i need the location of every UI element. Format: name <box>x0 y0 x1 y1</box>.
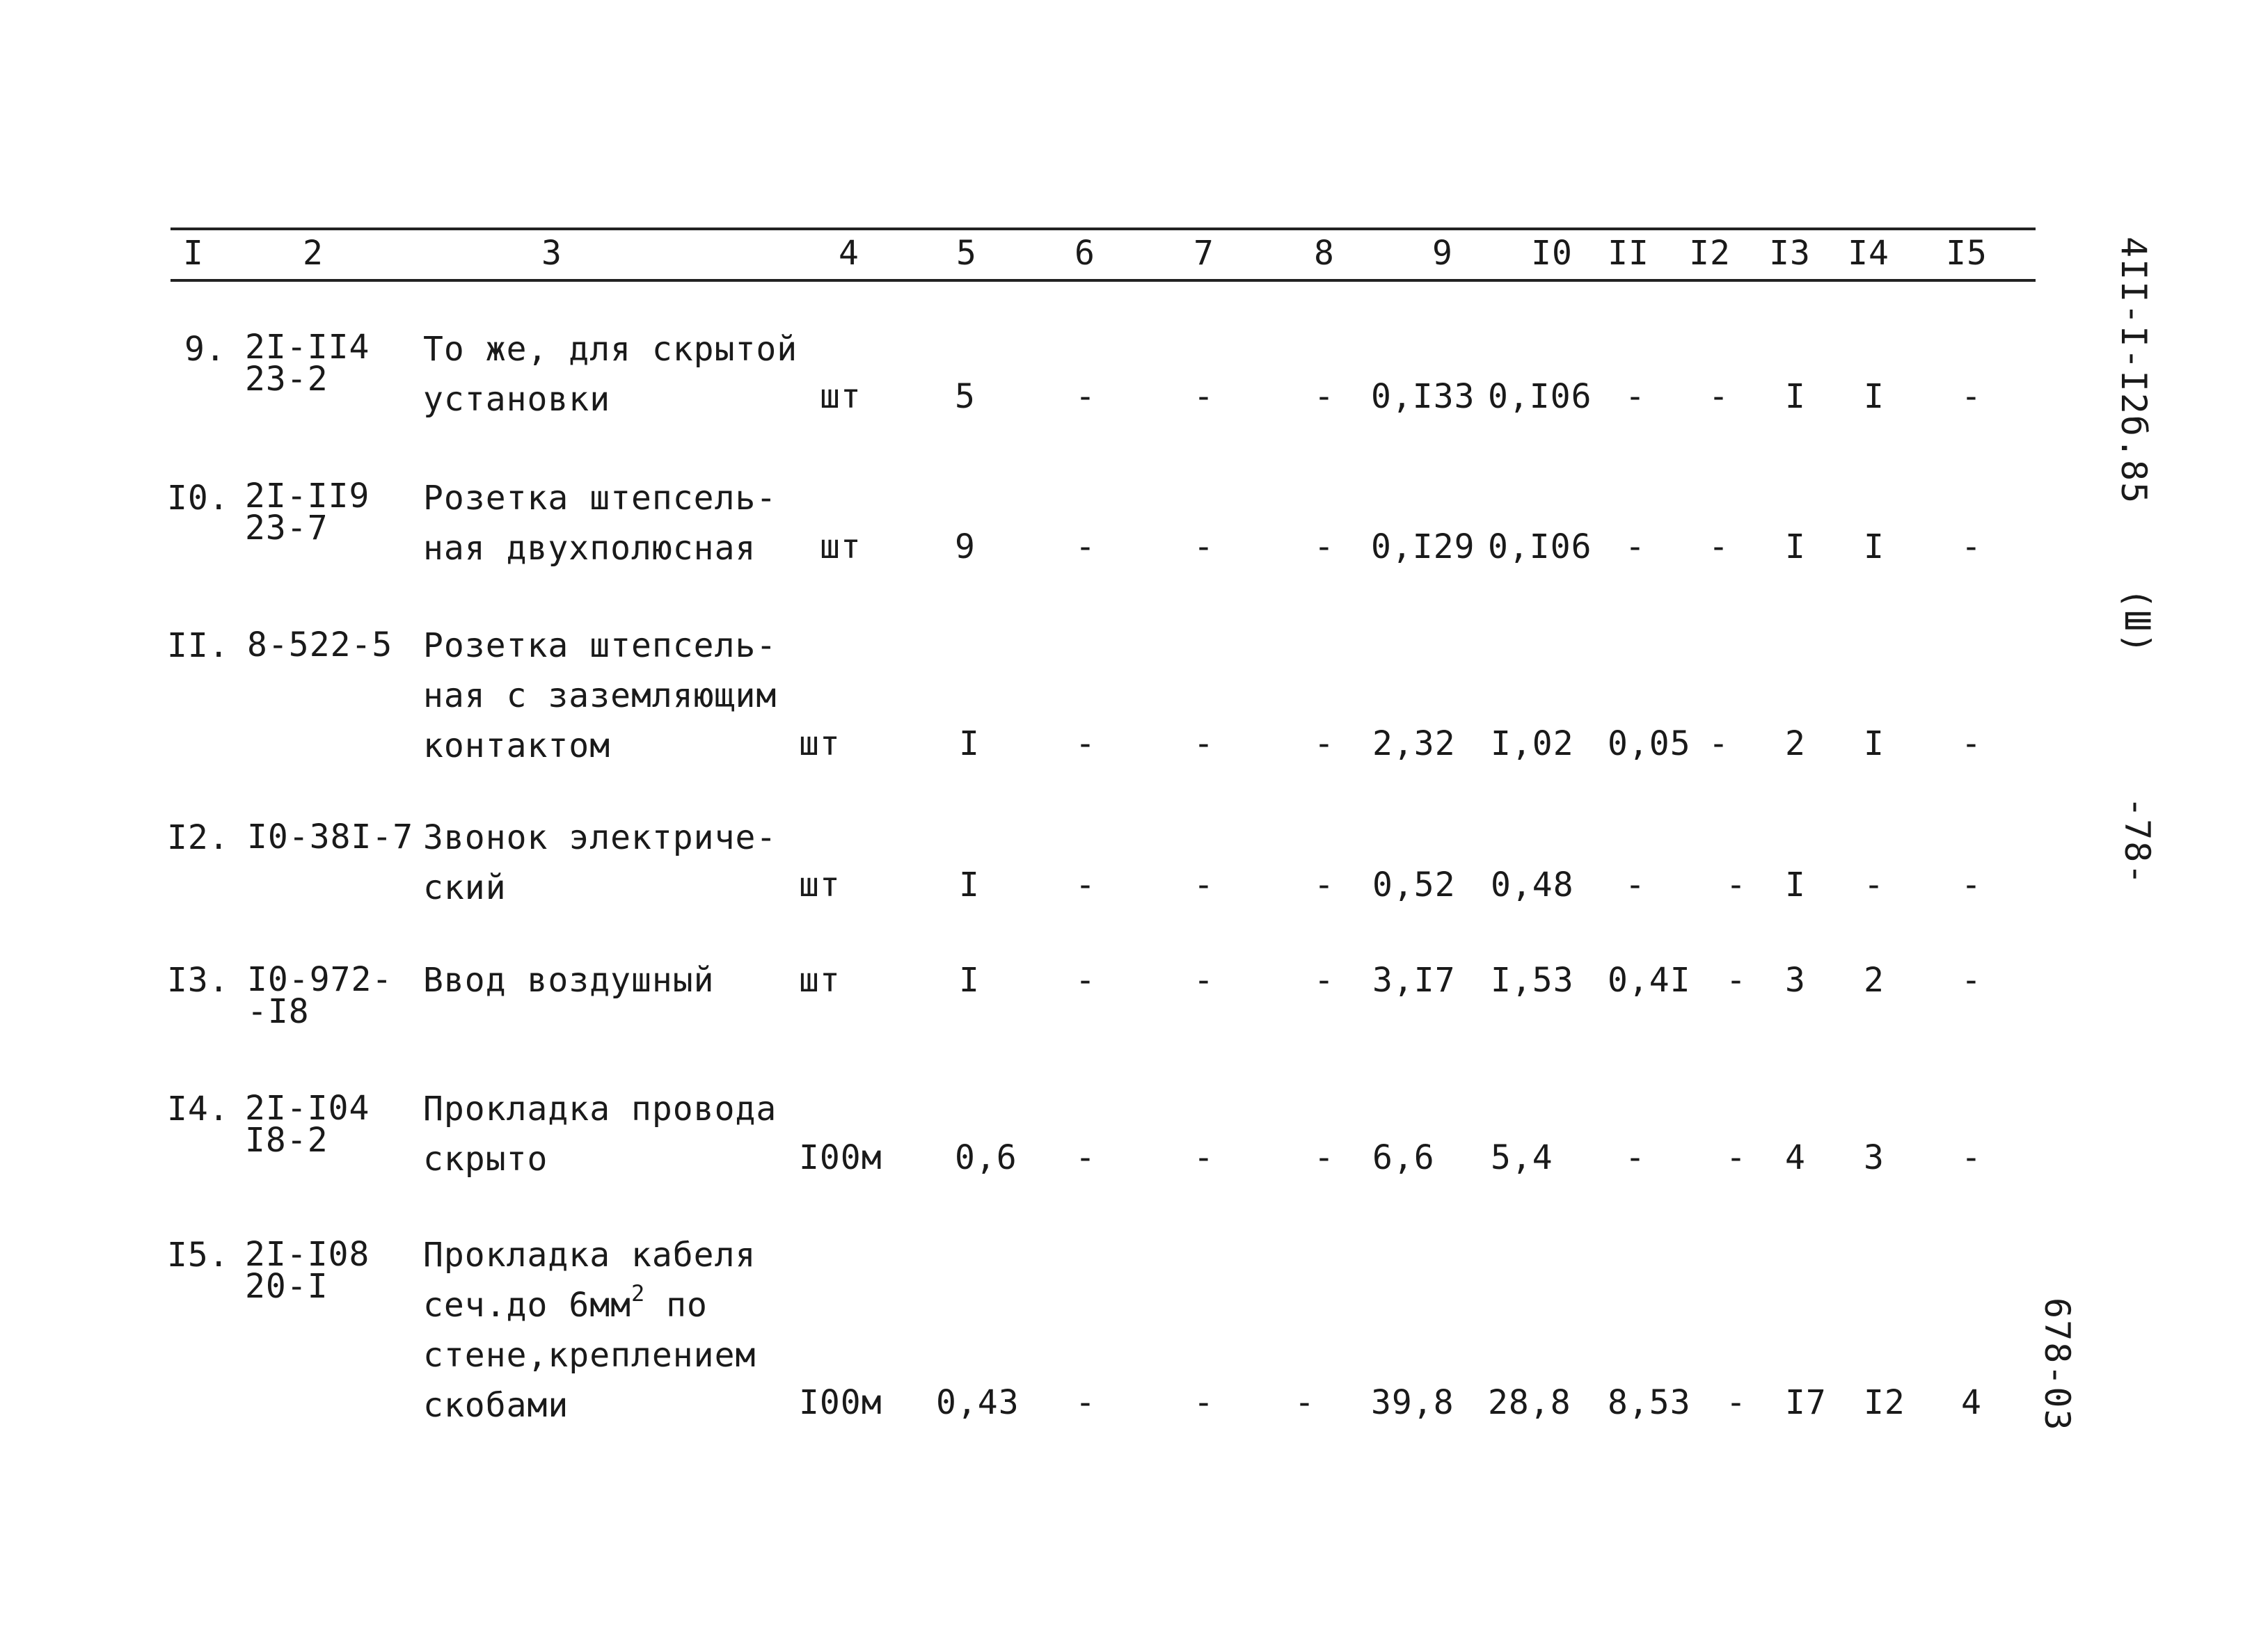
description-line <box>423 1280 756 1330</box>
col-7-value: - <box>1194 377 1214 416</box>
col-13-value: 2 <box>1785 724 1806 763</box>
description-line: ная с заземляющим <box>423 676 777 715</box>
norm-code <box>247 960 393 1031</box>
norm-code-line: 23-7 <box>245 509 328 548</box>
col-11-value: 0,05 <box>1608 724 1691 763</box>
col-10-value: 28,8 <box>1488 1383 1571 1422</box>
norm-code <box>245 477 370 548</box>
norm-code-line: 2I-I04 <box>245 1089 370 1128</box>
col-13-value: I <box>1785 866 1806 904</box>
work-description <box>423 1230 756 1430</box>
row-number: II. <box>167 626 230 665</box>
norm-code <box>245 1089 370 1160</box>
norm-code-line: I0-972- <box>247 960 393 999</box>
col-15-value: - <box>1961 961 1982 1000</box>
col-15-value: - <box>1961 527 1982 566</box>
col-12-value: - <box>1726 866 1747 904</box>
work-description <box>423 621 777 771</box>
norm-code-line: I8-2 <box>245 1121 328 1160</box>
norm-code <box>245 328 370 399</box>
col-10-value: I,53 <box>1491 961 1574 1000</box>
col-12-value: - <box>1726 1383 1747 1422</box>
col-10-value: 0,I06 <box>1488 527 1592 566</box>
description-line: установки <box>423 380 611 419</box>
work-description <box>423 473 777 573</box>
description-line: Розетка штепсель- <box>423 626 777 665</box>
description-line: стене,креплением <box>423 1336 756 1375</box>
column-header-10: I0 <box>1531 234 1573 273</box>
col-8-value: - <box>1314 961 1335 1000</box>
norm-code-line: 20-I <box>245 1267 328 1306</box>
row-number: I5. <box>167 1236 230 1275</box>
column-header-12: I2 <box>1689 234 1731 273</box>
norm-code-line: 2I-II4 <box>245 328 370 367</box>
column-header-2: 2 <box>303 234 324 273</box>
col-9-value: 2,32 <box>1372 724 1456 763</box>
col-8-value: - <box>1314 1138 1335 1177</box>
column-header-11: II <box>1608 234 1649 273</box>
unit: шт <box>799 866 841 904</box>
col-13-value: I7 <box>1785 1383 1827 1422</box>
col-10-value: I,02 <box>1491 724 1574 763</box>
col-10-value: 0,I06 <box>1488 377 1592 416</box>
unit: I00м <box>799 1383 882 1422</box>
col-7-value: - <box>1194 1383 1214 1422</box>
col-10-value: 0,48 <box>1491 866 1574 904</box>
col-9-value: 0,I33 <box>1371 377 1475 416</box>
row-number: I0. <box>167 479 230 518</box>
description-line: Прокладка провода <box>423 1090 777 1128</box>
document-number: 4II-I-I2б.85 <box>2114 237 2154 505</box>
col-13-value: 3 <box>1785 961 1806 1000</box>
column-header-13: I3 <box>1769 234 1811 273</box>
col-11-value: - <box>1625 377 1646 416</box>
description-line: Звонок электриче- <box>423 818 777 857</box>
description-fragment: сеч.до 6мм <box>423 1286 631 1325</box>
col-6-value: - <box>1075 527 1096 566</box>
col-14-value: I2 <box>1864 1383 1905 1422</box>
col-12-value: - <box>1726 1138 1747 1177</box>
col-8-value: - <box>1294 1383 1315 1422</box>
norm-code <box>247 625 393 664</box>
col-9-value: 0,52 <box>1372 866 1456 904</box>
col-14-value: I <box>1864 377 1885 416</box>
description-line: ная двухполюсная <box>423 529 756 568</box>
col-15-value: - <box>1961 866 1982 904</box>
column-header-14: I4 <box>1848 234 1889 273</box>
inventory-stamp: 678-03 <box>2037 1298 2077 1432</box>
col-11-value: - <box>1625 527 1646 566</box>
col-9-value: 0,I29 <box>1371 527 1475 566</box>
column-header-3: 3 <box>541 234 562 273</box>
description-fragment: по <box>645 1286 708 1325</box>
col-6-value: - <box>1075 1383 1096 1422</box>
quantity: 0,43 <box>936 1383 1020 1422</box>
quantity: 9 <box>955 527 976 566</box>
col-6-value: - <box>1075 724 1096 763</box>
norm-code <box>247 817 414 856</box>
col-14-value: I <box>1864 527 1885 566</box>
col-10-value: 5,4 <box>1491 1138 1553 1177</box>
col-6-value: - <box>1075 1138 1096 1177</box>
norm-code-line: 2I-II9 <box>245 477 370 516</box>
description-line: скрыто <box>423 1140 548 1179</box>
album-marker: (Ш) <box>2117 588 2157 655</box>
col-15-value: - <box>1961 724 1982 763</box>
col-8-value: - <box>1314 377 1335 416</box>
work-description <box>423 813 777 913</box>
col-14-value: 2 <box>1864 961 1885 1000</box>
col-13-value: I <box>1785 377 1806 416</box>
col-12-value: - <box>1708 527 1729 566</box>
col-8-value: - <box>1314 724 1335 763</box>
column-header-1: I <box>183 234 204 273</box>
description-line: Розетка штепсель- <box>423 479 777 518</box>
column-header-15: I5 <box>1946 234 1988 273</box>
description-line: скобами <box>423 1386 569 1425</box>
col-7-value: - <box>1194 961 1214 1000</box>
page-number: -78- <box>2117 797 2157 886</box>
work-description <box>423 324 798 424</box>
description-line: То же, для скрытой <box>423 330 798 369</box>
column-header-8: 8 <box>1314 234 1335 273</box>
superscript-exponent: 2 <box>631 1280 646 1307</box>
col-7-value: - <box>1194 724 1214 763</box>
unit: шт <box>799 961 841 1000</box>
description-line: ский <box>423 868 507 907</box>
work-description <box>423 1084 777 1184</box>
description-line: контактом <box>423 726 611 765</box>
col-11-value: 0,4I <box>1608 961 1691 1000</box>
row-number: I3. <box>167 961 230 1000</box>
col-7-value: - <box>1194 527 1214 566</box>
col-12-value: - <box>1708 724 1729 763</box>
col-6-value: - <box>1075 961 1096 1000</box>
norm-code-line: 8-522-5 <box>247 625 393 664</box>
norm-code-line: -I8 <box>247 992 310 1031</box>
col-15-value: 4 <box>1961 1383 1982 1422</box>
col-7-value: - <box>1194 1138 1214 1177</box>
quantity: 0,6 <box>955 1138 1017 1177</box>
norm-code <box>245 1235 370 1306</box>
col-6-value: - <box>1075 377 1096 416</box>
table-top-rule <box>171 228 2036 230</box>
quantity: I <box>959 961 980 1000</box>
col-8-value: - <box>1314 527 1335 566</box>
col-14-value: 3 <box>1864 1138 1885 1177</box>
column-header-9: 9 <box>1432 234 1453 273</box>
col-13-value: I <box>1785 527 1806 566</box>
col-12-value: - <box>1708 377 1729 416</box>
row-number: 9. <box>184 330 226 369</box>
norm-code-line: 23-2 <box>245 360 328 399</box>
col-11-value: - <box>1625 866 1646 904</box>
col-8-value: - <box>1314 866 1335 904</box>
col-7-value: - <box>1194 866 1214 904</box>
unit: шт <box>820 527 862 566</box>
norm-code-line: 2I-I08 <box>245 1235 370 1274</box>
row-number: I4. <box>167 1090 230 1128</box>
col-13-value: 4 <box>1785 1138 1806 1177</box>
unit: шт <box>799 724 841 763</box>
unit: шт <box>820 377 862 416</box>
col-6-value: - <box>1075 866 1096 904</box>
quantity: I <box>959 724 980 763</box>
unit: I00м <box>799 1138 882 1177</box>
col-11-value: - <box>1625 1138 1646 1177</box>
norm-code-line: I0-38I-7 <box>247 817 414 856</box>
column-header-7: 7 <box>1194 234 1214 273</box>
quantity: I <box>959 866 980 904</box>
col-9-value: 3,I7 <box>1372 961 1456 1000</box>
col-15-value: - <box>1961 377 1982 416</box>
column-header-6: 6 <box>1074 234 1095 273</box>
col-12-value: - <box>1726 961 1747 1000</box>
column-header-5: 5 <box>956 234 977 273</box>
description-line: Ввод воздушный <box>423 961 715 1000</box>
col-14-value: I <box>1864 724 1885 763</box>
column-header-4: 4 <box>839 234 859 273</box>
description-line: Прокладка кабеля <box>423 1236 756 1275</box>
col-9-value: 39,8 <box>1371 1383 1454 1422</box>
col-9-value: 6,6 <box>1372 1138 1435 1177</box>
work-description <box>423 955 715 1005</box>
col-15-value: - <box>1961 1138 1982 1177</box>
quantity: 5 <box>955 377 976 416</box>
col-11-value: 8,53 <box>1608 1383 1691 1422</box>
table-header-rule <box>171 279 2036 282</box>
row-number: I2. <box>167 818 230 857</box>
col-14-value: - <box>1864 866 1885 904</box>
